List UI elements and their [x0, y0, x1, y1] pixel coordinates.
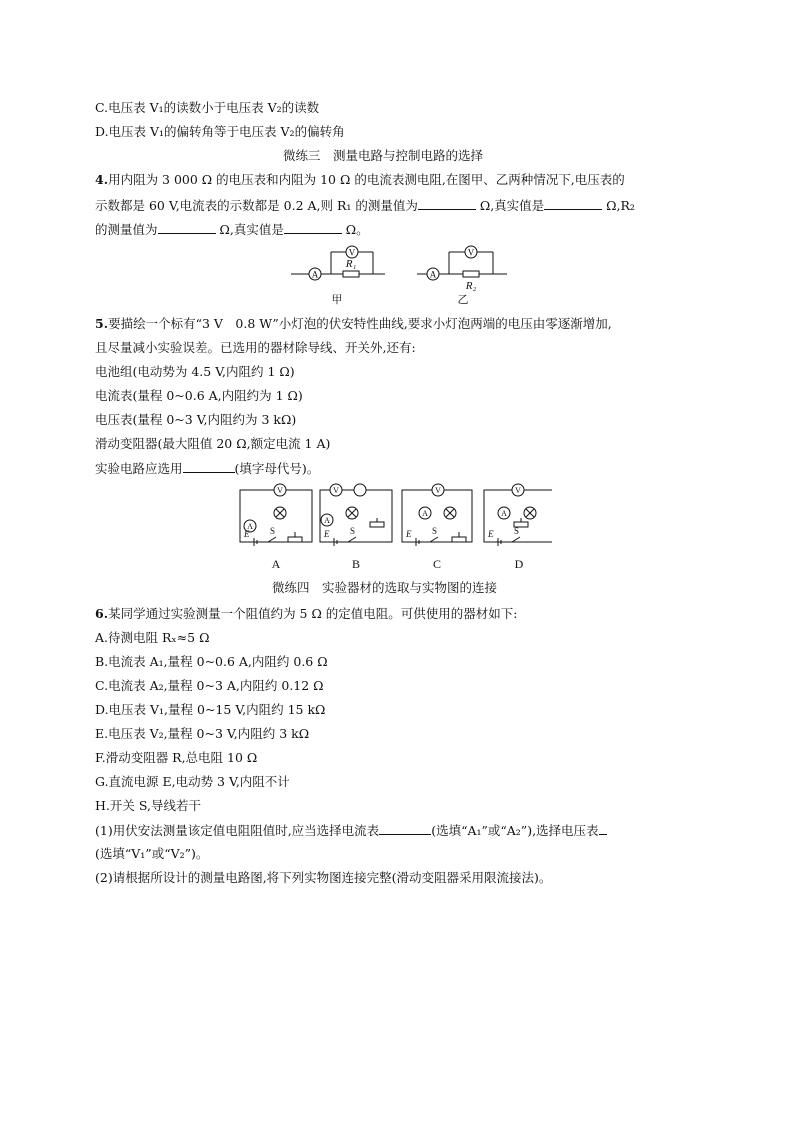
voltmeter-label: V	[515, 486, 521, 495]
ammeter-label: A	[429, 269, 437, 280]
ammeter-label: A	[324, 516, 330, 525]
q5-answer-line	[95, 460, 319, 477]
resistor-label-r2: R₂	[465, 280, 477, 292]
option-label-d: D	[514, 557, 524, 571]
switch-label: S	[350, 526, 356, 536]
q4-text: 示数都是 60 V,电流表的示数都是 0.2 A,则 R₁ 的测量值为	[95, 198, 418, 213]
q4-text: Ω,R₂	[602, 198, 635, 213]
answer-blank[interactable]	[379, 822, 431, 835]
battery-label: E	[488, 529, 494, 539]
switch-label: S	[514, 526, 520, 536]
voltmeter-label: V	[467, 247, 475, 258]
option-label-c: C	[432, 557, 442, 571]
option-label-a: A	[271, 557, 281, 571]
q5-line1	[95, 316, 612, 332]
ammeter-label: A	[422, 509, 428, 518]
voltmeter-label: V	[277, 486, 283, 495]
resistor-label-r1: R₁	[345, 258, 357, 270]
q4-text: 的测量值为	[95, 222, 158, 237]
option-label-b: B	[351, 557, 361, 571]
q6-item: D.电压表 V₁,量程 0~15 V,内阻约 15 kΩ	[95, 702, 326, 717]
voltmeter-label: V	[435, 486, 441, 495]
q4-line2	[95, 197, 635, 214]
q4-text: Ω,真实值是	[215, 222, 284, 237]
q5-text: 实验电路应选用	[95, 461, 183, 476]
q6-item: F.滑动变阻器 R,总电阻 10 Ω	[95, 750, 258, 765]
answer-blank[interactable]	[183, 460, 235, 473]
switch-label: S	[432, 526, 438, 536]
section-title-4: 微练四 实验器材的选取与实物图的连接	[272, 580, 498, 595]
battery-label: E	[406, 529, 412, 539]
q6-item: A.待测电阻 Rₓ≈5 Ω	[95, 630, 210, 645]
q6-item: H.开关 S,导线若干	[95, 798, 201, 813]
q6-stem-line	[95, 606, 518, 622]
answer-blank[interactable]	[418, 197, 476, 210]
q6-text: (选填“A₁”或“A₂”),选择电压表	[431, 823, 599, 838]
answer-blank[interactable]	[599, 822, 607, 835]
q5-circuit-options	[232, 482, 552, 572]
q6-item: C.电流表 A₂,量程 0~3 A,内阻约 0.12 Ω	[95, 678, 324, 693]
option-d: D.电压表 V₁的偏转角等于电压表 V₂的偏转角	[95, 124, 345, 139]
ammeter-label: A	[311, 269, 319, 280]
q4-text: Ω。	[341, 222, 369, 237]
figure-label-yi: 乙	[457, 294, 469, 306]
q4-text: Ω,真实值是	[475, 198, 545, 213]
figure-label-jia: 甲	[331, 294, 343, 306]
answer-blank[interactable]	[158, 221, 216, 234]
q5-item: 电池组(电动势为 4.5 V,内阻约 1 Ω)	[95, 364, 295, 379]
q6-text: (1)用伏安法测量该定值电阻阻值时,应当选择电流表	[95, 823, 380, 838]
q5-item: 滑动变阻器(最大阻值 20 Ω,额定电流 1 A)	[95, 436, 331, 451]
q4-line1	[95, 172, 625, 188]
answer-blank[interactable]	[284, 221, 342, 234]
ammeter-label: A	[247, 522, 253, 531]
q6-stem: 某同学通过实验测量一个阻值约为 5 Ω 的定值电阻。可供使用的器材如下:	[108, 606, 518, 621]
q6-item: G.直流电源 E,电动势 3 V,内阻不计	[95, 774, 290, 789]
voltmeter-label: V	[333, 486, 339, 495]
q4-circuit-figures	[285, 242, 525, 306]
ammeter-label: A	[501, 509, 507, 518]
q5-line2: 且尽量减小实验误差。已选用的器材除导线、开关外,还有:	[95, 340, 416, 355]
q5-item: 电压表(量程 0~3 V,内阻约为 3 kΩ)	[95, 412, 297, 427]
q5-number: 5.	[95, 316, 109, 331]
q6-sub1	[95, 822, 607, 839]
option-c: C.电压表 V₁的读数小于电压表 V₂的读数	[95, 100, 320, 115]
voltmeter-label: V	[348, 247, 356, 258]
section-title-3: 微练三 测量电路与控制电路的选择	[283, 148, 484, 163]
answer-blank[interactable]	[544, 197, 602, 210]
battery-label: E	[244, 529, 250, 539]
q6-item: B.电流表 A₁,量程 0~0.6 A,内阻约 0.6 Ω	[95, 654, 328, 669]
switch-label: S	[270, 526, 276, 536]
q6-sub2: (2)请根据所设计的测量电路图,将下列实物图连接完整(滑动变阻器采用限流接法)。	[95, 870, 552, 885]
battery-label: E	[324, 529, 330, 539]
q6-number: 6.	[95, 606, 109, 621]
q5-item: 电流表(量程 0~0.6 A,内阻约为 1 Ω)	[95, 388, 303, 403]
q5-text: (填字母代号)。	[234, 461, 320, 476]
q4-number: 4.	[95, 172, 109, 187]
q5-stem: 要描绘一个标有“3 V 0.8 W”小灯泡的伏安特性曲线,要求小灯泡两端的电压由零逐渐增加,	[108, 316, 612, 331]
q4-line3	[95, 221, 369, 238]
q6-sub1-cont: (选填“V₁”或“V₂”)。	[95, 846, 209, 861]
q4-stem: 用内阻为 3 000 Ω 的电压表和内阻为 10 Ω 的电流表测电阻,在图甲、乙两种情况下,电压表的	[108, 172, 625, 187]
q6-item: E.电压表 V₂,量程 0~3 V,内阻约 3 kΩ	[95, 726, 310, 741]
